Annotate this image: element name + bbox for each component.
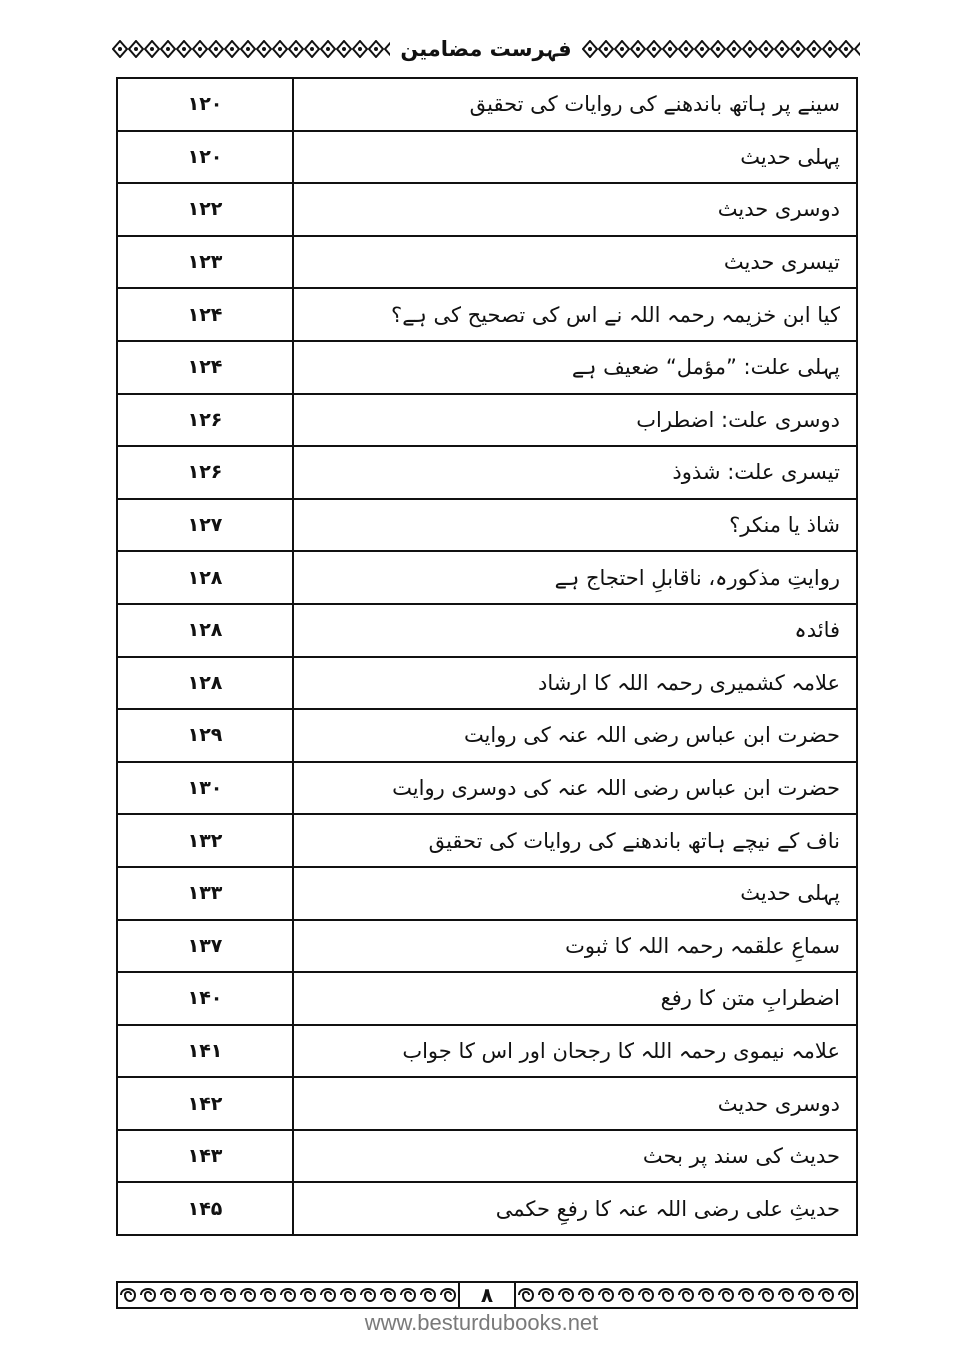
page-footer xyxy=(116,1281,858,1309)
table-row xyxy=(117,236,857,289)
row-page-number: ۱۳۳ xyxy=(117,867,293,920)
table-row xyxy=(117,288,857,341)
header-ornament-left xyxy=(112,40,390,58)
table-row xyxy=(117,1130,857,1183)
row-page-number: ۱۳۷ xyxy=(117,920,293,973)
table-row xyxy=(117,762,857,815)
table-row xyxy=(117,814,857,867)
row-title: کیا ابن خزیمہ رحمہ اللہ نے اس کی تصحیح کی ہے؟ xyxy=(293,288,857,341)
row-page-number: ۱۲۴ xyxy=(117,341,293,394)
row-title: پہلی حدیث xyxy=(293,131,857,184)
header-ornament-right xyxy=(582,40,860,58)
row-page-number: ۱۲۲ xyxy=(117,183,293,236)
row-page-number: ۱۳۰ xyxy=(117,762,293,815)
row-title: حدیثِ علی رضی اللہ عنہ کا رفعِ حکمی xyxy=(293,1182,857,1235)
contents-table xyxy=(116,77,858,1236)
table-row xyxy=(117,867,857,920)
table-row xyxy=(117,131,857,184)
row-title: علامہ نیموی رحمہ اللہ کا رجحان اور اس کا جواب xyxy=(293,1025,857,1078)
table-row xyxy=(117,341,857,394)
table-row xyxy=(117,78,857,131)
row-title: دوسری علت: اضطراب xyxy=(293,394,857,447)
table-row xyxy=(117,1025,857,1078)
row-title: حضرت ابن عباس رضی اللہ عنہ کی دوسری روایت xyxy=(293,762,857,815)
row-page-number: ۱۴۳ xyxy=(117,1130,293,1183)
row-page-number: ۱۴۲ xyxy=(117,1077,293,1130)
page-title: فہرست مضامین xyxy=(400,37,572,61)
row-page-number: ۱۲۸ xyxy=(117,657,293,710)
row-title: حدیث کی سند پر بحث xyxy=(293,1130,857,1183)
row-title: پہلی علت: ”مؤمل“ ضعیف ہے xyxy=(293,341,857,394)
row-title: فائدہ xyxy=(293,604,857,657)
row-title: شاذ یا منکر؟ xyxy=(293,499,857,552)
table-row xyxy=(117,551,857,604)
table-row xyxy=(117,972,857,1025)
row-title: دوسری حدیث xyxy=(293,183,857,236)
row-page-number: ۱۲۸ xyxy=(117,604,293,657)
table-row xyxy=(117,394,857,447)
row-title: ناف کے نیچے ہاتھ باندھنے کی روایات کی تحقیق xyxy=(293,814,857,867)
row-title: حضرت ابن عباس رضی اللہ عنہ کی روایت xyxy=(293,709,857,762)
table-row xyxy=(117,709,857,762)
row-page-number: ۱۲۶ xyxy=(117,446,293,499)
row-page-number: ۱۲۰ xyxy=(117,131,293,184)
row-page-number: ۱۴۵ xyxy=(117,1182,293,1235)
row-page-number: ۱۲۰ xyxy=(117,78,293,131)
footer-ornament-right xyxy=(516,1283,856,1307)
footer-ornament-left xyxy=(118,1283,458,1307)
website-link[interactable]: www.besturdubooks.net xyxy=(364,1310,599,1335)
row-title: سینے پر ہاتھ باندھنے کی روایات کی تحقیق xyxy=(293,78,857,131)
row-page-number: ۱۳۲ xyxy=(117,814,293,867)
row-title: تیسری حدیث xyxy=(293,236,857,289)
row-title: تیسری علت: شذوذ xyxy=(293,446,857,499)
row-page-number: ۱۴۰ xyxy=(117,972,293,1025)
page-header xyxy=(112,34,860,64)
table-row xyxy=(117,183,857,236)
table-row xyxy=(117,1077,857,1130)
table-row xyxy=(117,446,857,499)
table-row xyxy=(117,1182,857,1235)
page-number: ۸ xyxy=(458,1283,516,1307)
row-page-number: ۱۲۴ xyxy=(117,288,293,341)
table-row xyxy=(117,604,857,657)
table-row xyxy=(117,499,857,552)
row-title: علامہ کشمیری رحمہ اللہ کا ارشاد xyxy=(293,657,857,710)
row-title: سماعِ علقمہ رحمہ اللہ کا ثبوت xyxy=(293,920,857,973)
row-title: دوسری حدیث xyxy=(293,1077,857,1130)
row-title: روایتِ مذکورہ، ناقابلِ احتجاج ہے xyxy=(293,551,857,604)
row-title: پہلی حدیث xyxy=(293,867,857,920)
table-row xyxy=(117,657,857,710)
row-page-number: ۱۲۸ xyxy=(117,551,293,604)
row-page-number: ۱۲۶ xyxy=(117,394,293,447)
row-page-number: ۱۲۳ xyxy=(117,236,293,289)
row-title: اضطرابِ متن کا رفع xyxy=(293,972,857,1025)
row-page-number: ۱۴۱ xyxy=(117,1025,293,1078)
table-row xyxy=(117,920,857,973)
row-page-number: ۱۲۹ xyxy=(117,709,293,762)
row-page-number: ۱۲۷ xyxy=(117,499,293,552)
